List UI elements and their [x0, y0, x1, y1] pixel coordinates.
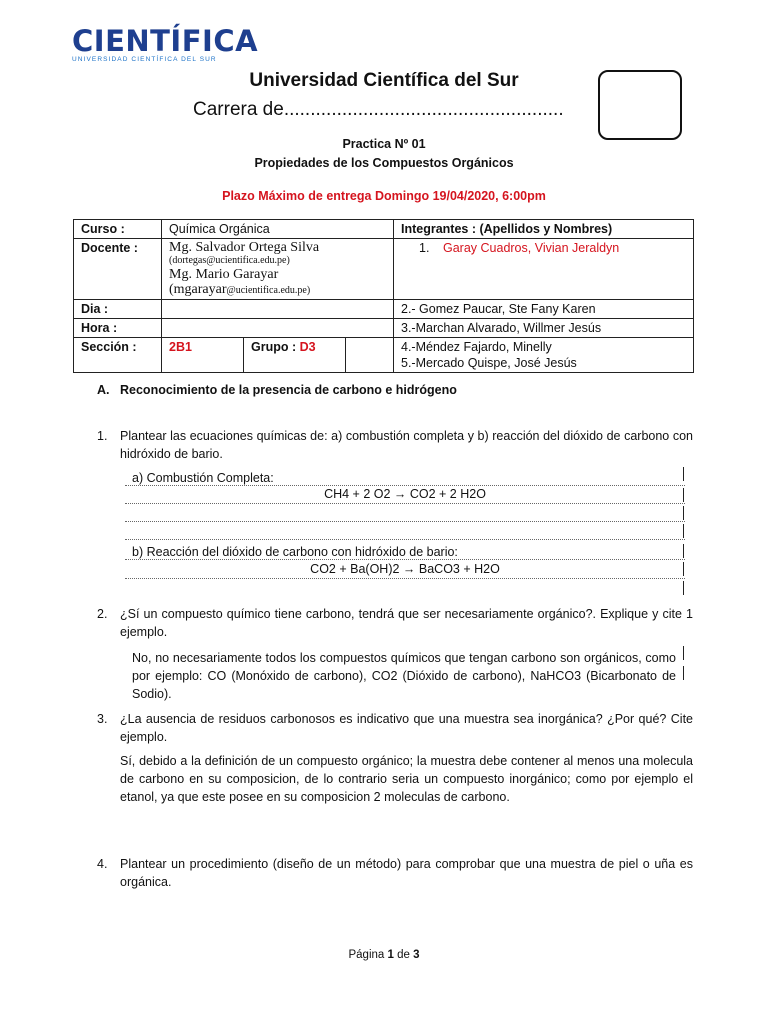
seccion-label: Sección :	[74, 338, 162, 373]
docente-1: Mg. Salvador Ortega Silva	[169, 240, 320, 255]
q3-number: 3.	[97, 712, 108, 726]
logo-subtitle: UNIVERSIDAD CIENTÍFICA DEL SUR	[72, 56, 217, 63]
footer-total: 3	[413, 949, 420, 961]
margin-tick	[683, 666, 684, 680]
table-row	[74, 220, 694, 239]
info-table	[73, 219, 694, 373]
docente-2: Mg. Mario Garayar	[169, 267, 279, 282]
docente-label: Docente :	[74, 239, 162, 300]
answer-line	[125, 521, 685, 522]
q3-text: ¿La ausencia de residuos carbonosos es indicativo que una muestra sea inorgánica? ¿Por qué? Cite ejemplo.	[120, 712, 693, 744]
table-row	[74, 319, 694, 338]
answer-line	[125, 578, 685, 579]
curso-value: Química Orgánica	[162, 220, 394, 239]
q2-number: 2.	[97, 607, 108, 621]
answer-line	[125, 539, 685, 540]
practice-number: Practica Nº 01	[342, 137, 426, 151]
docente-cell	[162, 239, 394, 300]
member-4: 4.-Méndez Fajardo, Minelly	[401, 340, 552, 354]
footer-page: 1	[387, 949, 394, 961]
dia-value	[162, 300, 394, 319]
photo-box	[598, 70, 682, 140]
university-title: Universidad Científica del Sur	[249, 70, 519, 91]
docente-2-email	[169, 282, 386, 298]
member-2: 2.- Gomez Paucar, Ste Fany Karen	[394, 300, 694, 319]
margin-tick	[683, 488, 684, 502]
member-3: 3.-Marchan Alvarado, Willmer Jesús	[394, 319, 694, 338]
member-1-num: 1.	[419, 241, 430, 255]
docente-1-email: (dortegas@ucientifica.edu.pe)	[169, 255, 290, 266]
q1-number: 1.	[97, 429, 108, 443]
section-a-title: Reconocimiento de la presencia de carbono e hidrógeno	[120, 383, 457, 397]
docente-2-email-suffix: @ucientifica.edu.pe)	[226, 285, 311, 296]
margin-tick	[683, 467, 684, 481]
q1-text: Plantear las ecuaciones químicas de: a) combustión completa y b) reacción del dióxido de carbono con hidróxido de bario.	[120, 429, 693, 461]
member-5: 5.-Mercado Quispe, José Jesús	[401, 356, 577, 370]
answer-line	[125, 485, 685, 486]
curso-label: Curso :	[74, 220, 162, 239]
margin-tick	[683, 544, 684, 558]
q2-text: ¿Sí un compuesto químico tiene carbono, tendrá que ser necesariamente orgánico?. Explique y cite 1 ejemplo.	[120, 607, 693, 639]
q4-number: 4.	[97, 857, 108, 871]
q3-answer: Sí, debido a la definición de un compuesto orgánico; la muestra debe contener al menos una molecula de carbono en su composicion, de lo contrario seria un compuesto inorgánico; como por ejemplo el etanol, ya que este posee en su composicion 2 moleculas de carbono.	[120, 754, 693, 804]
members-4-5	[394, 338, 694, 373]
margin-tick	[683, 524, 684, 538]
practice-topic: Propiedades de los Compuestos Orgánicos	[254, 156, 514, 170]
integrantes-label: Integrantes : (Apellidos y Nombres)	[394, 220, 694, 239]
margin-tick	[683, 562, 684, 576]
member-1: Garay Cuadros, Vivian Jeraldyn	[443, 241, 620, 255]
hora-label: Hora :	[74, 319, 162, 338]
margin-tick	[683, 646, 684, 660]
margin-tick	[683, 581, 684, 595]
grupo-label: Grupo :	[251, 340, 297, 354]
answer-line	[125, 559, 685, 560]
table-row	[74, 300, 694, 319]
dia-label: Dia :	[74, 300, 162, 319]
margin-tick	[683, 506, 684, 520]
answer-line	[125, 503, 685, 504]
table-row	[74, 338, 694, 373]
footer-prefix: Página	[348, 949, 388, 961]
footer-middle: de	[393, 949, 414, 961]
q4-text: Plantear un procedimiento (diseño de un método) para comprobar que una muestra de piel o uña es orgánica.	[120, 857, 693, 889]
member-1-cell	[394, 239, 694, 300]
grupo-cell	[244, 338, 346, 373]
grupo-value: D3	[299, 340, 316, 354]
q1-b-label: b) Reacción del dióxido de carbono con hidróxido de bario:	[132, 545, 458, 559]
docente-2-email-prefix: (mgarayar	[169, 282, 227, 297]
logo-wordmark: CIENTÍFICA	[72, 24, 259, 58]
section-a-letter: A.	[97, 383, 110, 397]
university-logo	[72, 26, 258, 63]
q1-b-equation: CO2 + Ba(OH)2 → BaCO3 + H2O	[310, 562, 500, 576]
table-row	[74, 239, 694, 300]
carrera-line: Carrera de.....................................................	[193, 99, 564, 120]
hora-value	[162, 319, 394, 338]
seccion-value: 2B1	[162, 338, 244, 373]
deadline: Plazo Máximo de entrega Domingo 19/04/2020, 6:00pm	[222, 189, 546, 203]
q1-a-equation: CH4 + 2 O2 → CO2 + 2 H2O	[324, 487, 486, 501]
q2-answer: No, no necesariamente todos los compuestos químicos que tengan carbono son orgánicos, como por ejemplo: CO (Monóxido de carbono), CO2 (Dióxido de carbono), NaHCO3 (Bicarbonato de Sodio).	[132, 651, 676, 701]
empty-cell	[346, 338, 394, 373]
q1-a-label: a) Combustión Completa:	[132, 471, 274, 485]
page-footer	[0, 949, 768, 961]
